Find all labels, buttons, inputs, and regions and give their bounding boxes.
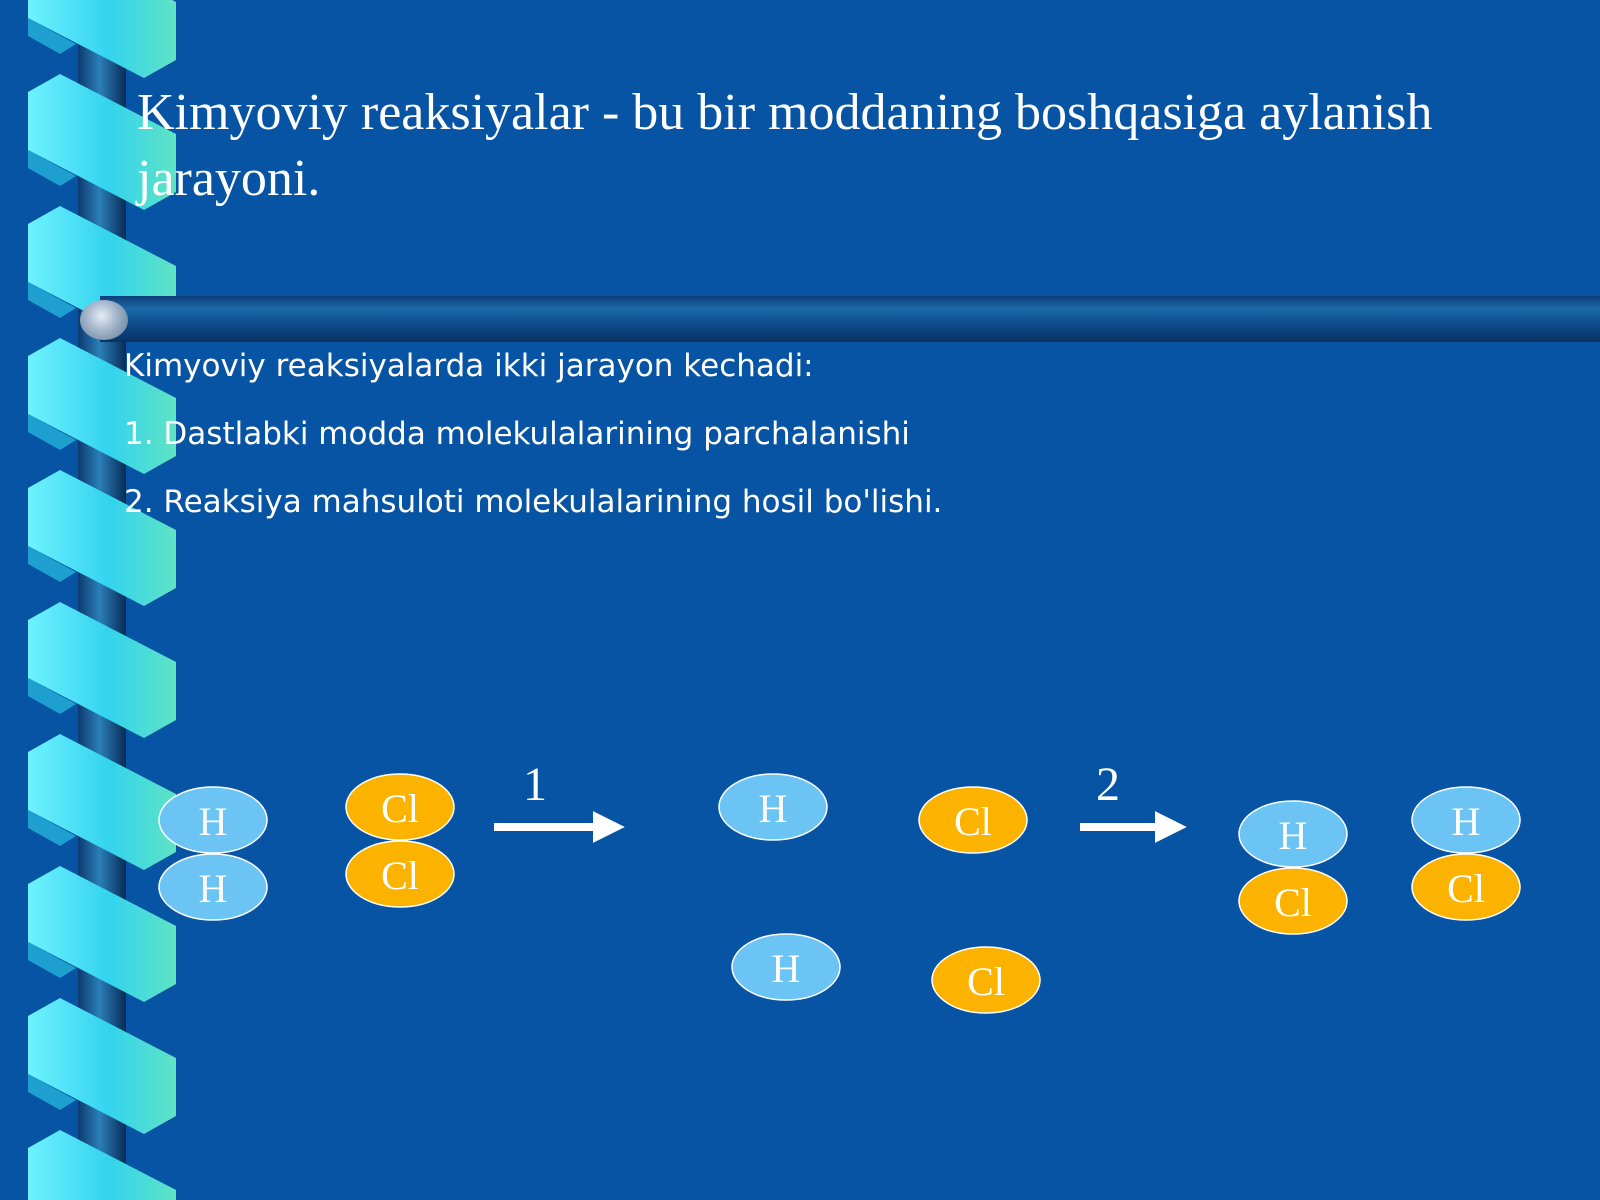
h-atom-label: H [198, 799, 228, 844]
arrow-2-label: 2 [1096, 758, 1120, 811]
product-hcl-molecule [1239, 801, 1347, 934]
h-atom-label: H [758, 786, 788, 831]
slide-title: Kimyoviy reaksiyalar - bu bir moddaning boshqasiga aylanish jarayoni. [137, 84, 1433, 207]
h-atom-label: H [1278, 813, 1308, 858]
cl-atom-label: Cl [381, 853, 419, 898]
reactant-h2-molecule [159, 787, 267, 920]
reactant-cl2-molecule [346, 774, 454, 907]
free-atoms [719, 774, 1040, 1013]
body-intro: Kimyoviy reaksiyalarda ikki jarayon kechadi: [124, 348, 814, 384]
h-atom-label: H [198, 866, 228, 911]
cl-atom-label: Cl [1447, 866, 1485, 911]
body-step-1: 1. Dastlabki modda molekulalarining parchalanishi [124, 416, 910, 452]
body-step-2: 2. Reaksiya mahsuloti molekulalarining hosil bo'lishi. [124, 484, 943, 520]
cl-atom-label: Cl [1274, 880, 1312, 925]
reaction-arrow-2 [1080, 758, 1174, 827]
product-hcl-molecule [1412, 787, 1520, 920]
cl-atom-label: Cl [967, 959, 1005, 1004]
h-atom-label: H [771, 946, 801, 991]
cl-atom-label: Cl [954, 799, 992, 844]
reaction-arrow-1 [494, 758, 612, 827]
arrow-1-label: 1 [523, 758, 547, 811]
cl-atom-label: Cl [381, 786, 419, 831]
h-atom-label: H [1451, 799, 1481, 844]
